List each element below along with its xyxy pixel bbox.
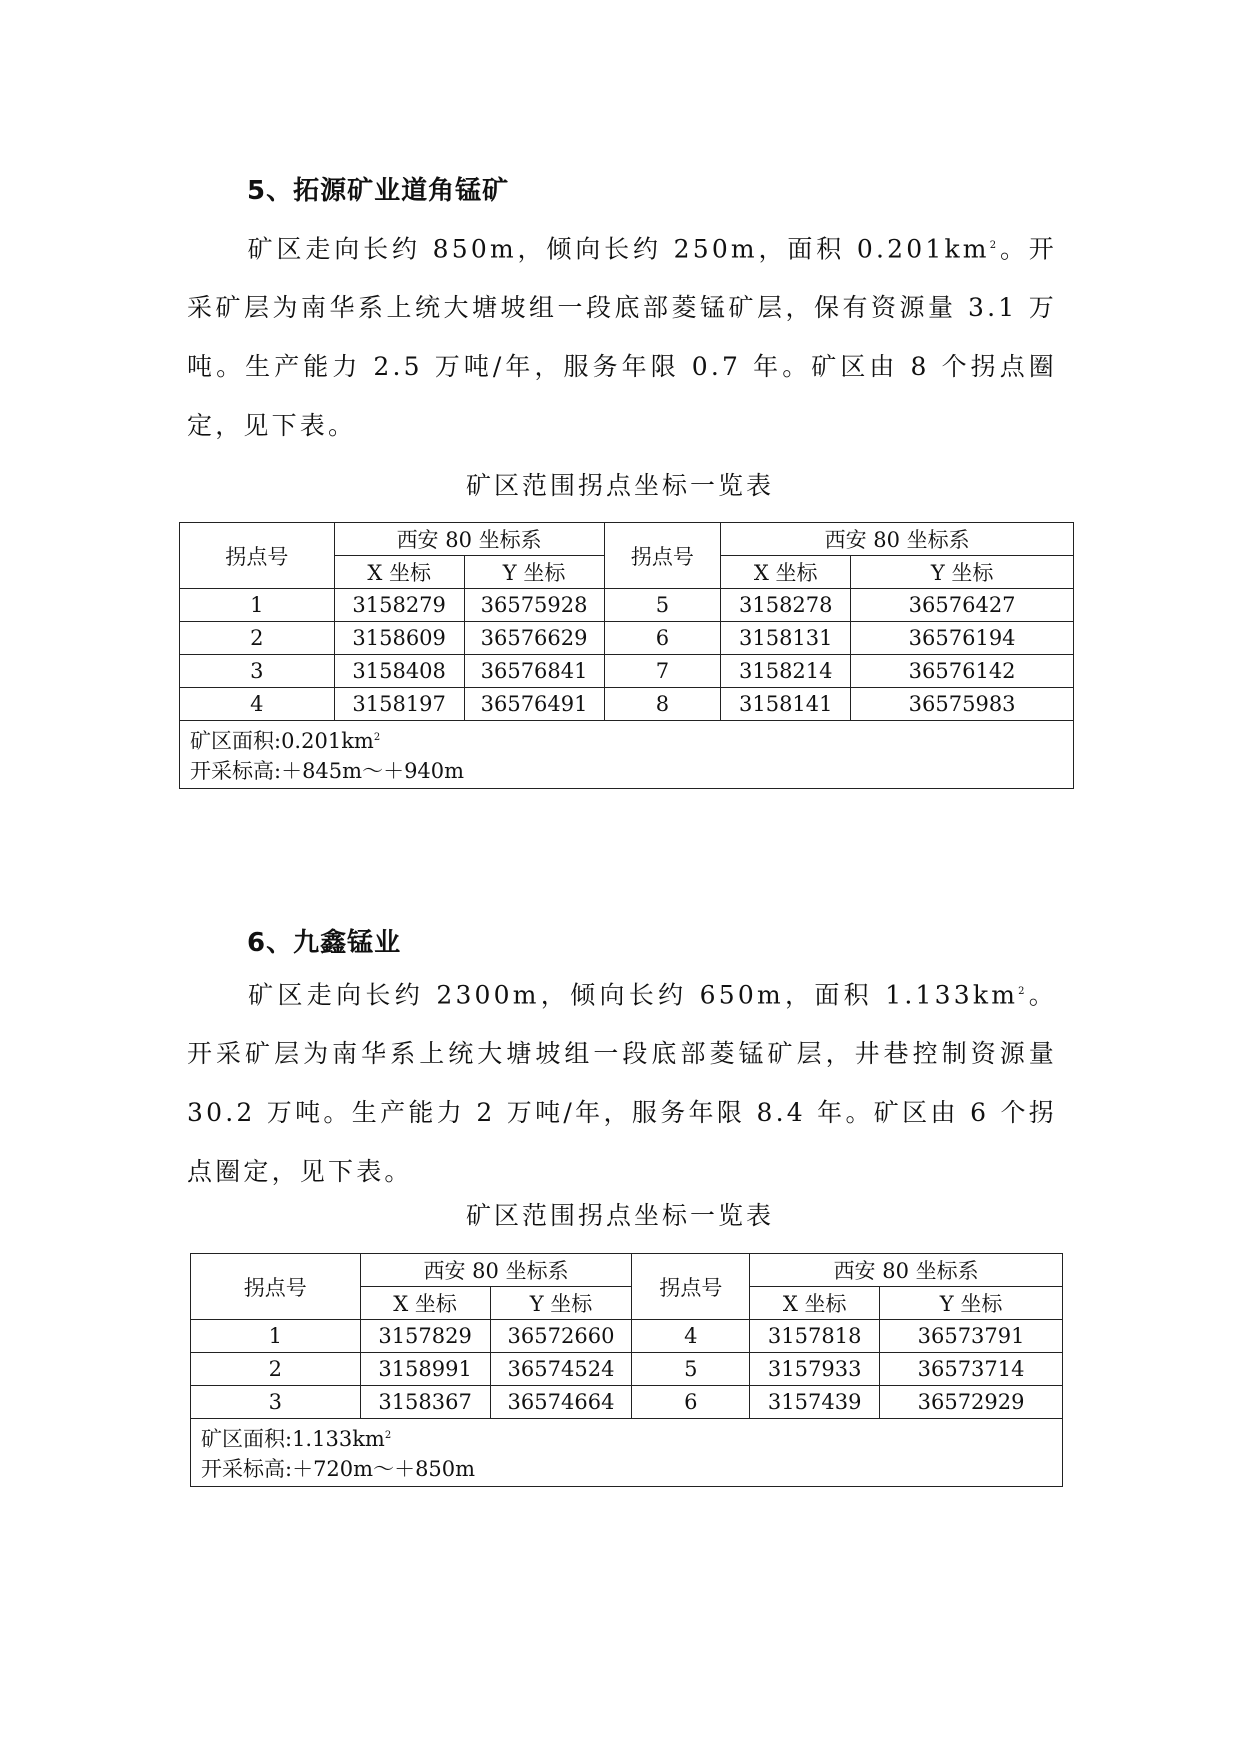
header-x: X 坐标	[334, 556, 464, 589]
cell-x: 3158408	[334, 655, 464, 688]
table-row	[180, 688, 1074, 721]
elevation-label: 开采标高:＋720m～＋850m	[201, 1457, 476, 1481]
cell-y: 36573714	[880, 1353, 1063, 1386]
table-caption: 矿区范围拐点坐标一览表	[466, 471, 775, 500]
header-point: 拐点号	[191, 1254, 361, 1320]
cell-point: 4	[180, 688, 335, 721]
cell-x: 3158214	[721, 655, 851, 688]
area-label: 矿区面积:1.133km	[201, 1427, 385, 1451]
cell-x: 3157439	[750, 1386, 880, 1419]
header-x: X 坐标	[750, 1287, 880, 1320]
cell-x: 3158197	[334, 688, 464, 721]
table-row	[191, 1353, 1063, 1386]
cell-y: 36576841	[464, 655, 604, 688]
cell-x: 3158367	[360, 1386, 490, 1419]
cell-y: 36573791	[880, 1320, 1063, 1353]
cell-point: 6	[604, 622, 721, 655]
cell-y: 36576491	[464, 688, 604, 721]
table-row	[180, 589, 1074, 622]
header-y: Y 坐标	[464, 556, 604, 589]
header-y: Y 坐标	[490, 1287, 632, 1320]
cell-point: 5	[632, 1353, 750, 1386]
cell-x: 3158141	[721, 688, 851, 721]
section-heading: 5、拓源矿业道角锰矿	[247, 176, 510, 206]
superscript: 2	[1018, 986, 1028, 997]
section-paragraph	[187, 216, 1057, 455]
superscript: 2	[989, 240, 1000, 251]
cell-x: 3157818	[750, 1320, 880, 1353]
cell-x: 3157933	[750, 1353, 880, 1386]
cell-y: 36574524	[490, 1353, 632, 1386]
cell-point: 2	[191, 1353, 361, 1386]
cell-x: 3158991	[360, 1353, 490, 1386]
cell-point: 6	[632, 1386, 750, 1419]
cell-point: 3	[180, 655, 335, 688]
table-footer	[191, 1419, 1063, 1487]
paragraph-text: 。开采矿层为南华系上统大塘坡组一段底部菱锰矿层，保有资源量 3.1 万吨。生产能力 2.5 万吨/年，服务年限 0.7 年。矿区由 8 个拐点圈定，见下表。	[187, 234, 1058, 441]
header-y: Y 坐标	[880, 1287, 1063, 1320]
cell-point: 2	[180, 622, 335, 655]
cell-y: 36576194	[851, 622, 1074, 655]
table-footer	[180, 721, 1074, 789]
cell-y: 36576629	[464, 622, 604, 655]
header-system: 西安 80 坐标系	[360, 1254, 632, 1287]
paragraph-text: 。开采矿层为南华系上统大塘坡组一段底部菱锰矿层，井巷控制资源量 30.2 万吨。生产能力 2 万吨/年，服务年限 8.4 年。矿区由 6 个拐点圈定，见下表。	[187, 980, 1057, 1187]
cell-y: 36576142	[851, 655, 1074, 688]
cell-y: 36572929	[880, 1386, 1063, 1419]
header-point: 拐点号	[604, 523, 721, 589]
cell-point: 3	[191, 1386, 361, 1419]
cell-y: 36574664	[490, 1386, 632, 1419]
header-y: Y 坐标	[851, 556, 1074, 589]
cell-point: 7	[604, 655, 721, 688]
table-caption: 矿区范围拐点坐标一览表	[466, 1201, 775, 1230]
cell-x: 3157829	[360, 1320, 490, 1353]
section-paragraph	[187, 962, 1057, 1201]
coordinates-table	[179, 522, 1074, 789]
paragraph-text: 矿区走向长约 850m，倾向长约 250m，面积 0.201km	[247, 234, 990, 264]
table-row	[180, 655, 1074, 688]
header-system: 西安 80 坐标系	[334, 523, 604, 556]
area-label: 矿区面积:0.201km	[190, 729, 374, 753]
cell-point: 8	[604, 688, 721, 721]
cell-x: 3158131	[721, 622, 851, 655]
section-heading: 6、九鑫锰业	[247, 928, 402, 958]
header-point: 拐点号	[180, 523, 335, 589]
table-row	[191, 1320, 1063, 1353]
cell-point: 4	[632, 1320, 750, 1353]
header-system: 西安 80 坐标系	[721, 523, 1074, 556]
coordinates-table	[190, 1253, 1063, 1487]
header-x: X 坐标	[360, 1287, 490, 1320]
paragraph-text: 矿区走向长约 2300m，倾向长约 650m，面积 1.133km	[247, 980, 1019, 1010]
header-x: X 坐标	[721, 556, 851, 589]
superscript: 2	[384, 1430, 392, 1441]
cell-x: 3158279	[334, 589, 464, 622]
elevation-label: 开采标高:＋845m～＋940m	[190, 759, 465, 783]
header-point: 拐点号	[632, 1254, 750, 1320]
cell-x: 3158609	[334, 622, 464, 655]
table-row	[180, 622, 1074, 655]
header-system: 西安 80 坐标系	[750, 1254, 1063, 1287]
cell-x: 3158278	[721, 589, 851, 622]
table-row	[191, 1386, 1063, 1419]
cell-y: 36575928	[464, 589, 604, 622]
cell-y: 36572660	[490, 1320, 632, 1353]
cell-y: 36576427	[851, 589, 1074, 622]
cell-y: 36575983	[851, 688, 1074, 721]
superscript: 2	[373, 732, 381, 743]
cell-point: 1	[180, 589, 335, 622]
cell-point: 5	[604, 589, 721, 622]
cell-point: 1	[191, 1320, 361, 1353]
